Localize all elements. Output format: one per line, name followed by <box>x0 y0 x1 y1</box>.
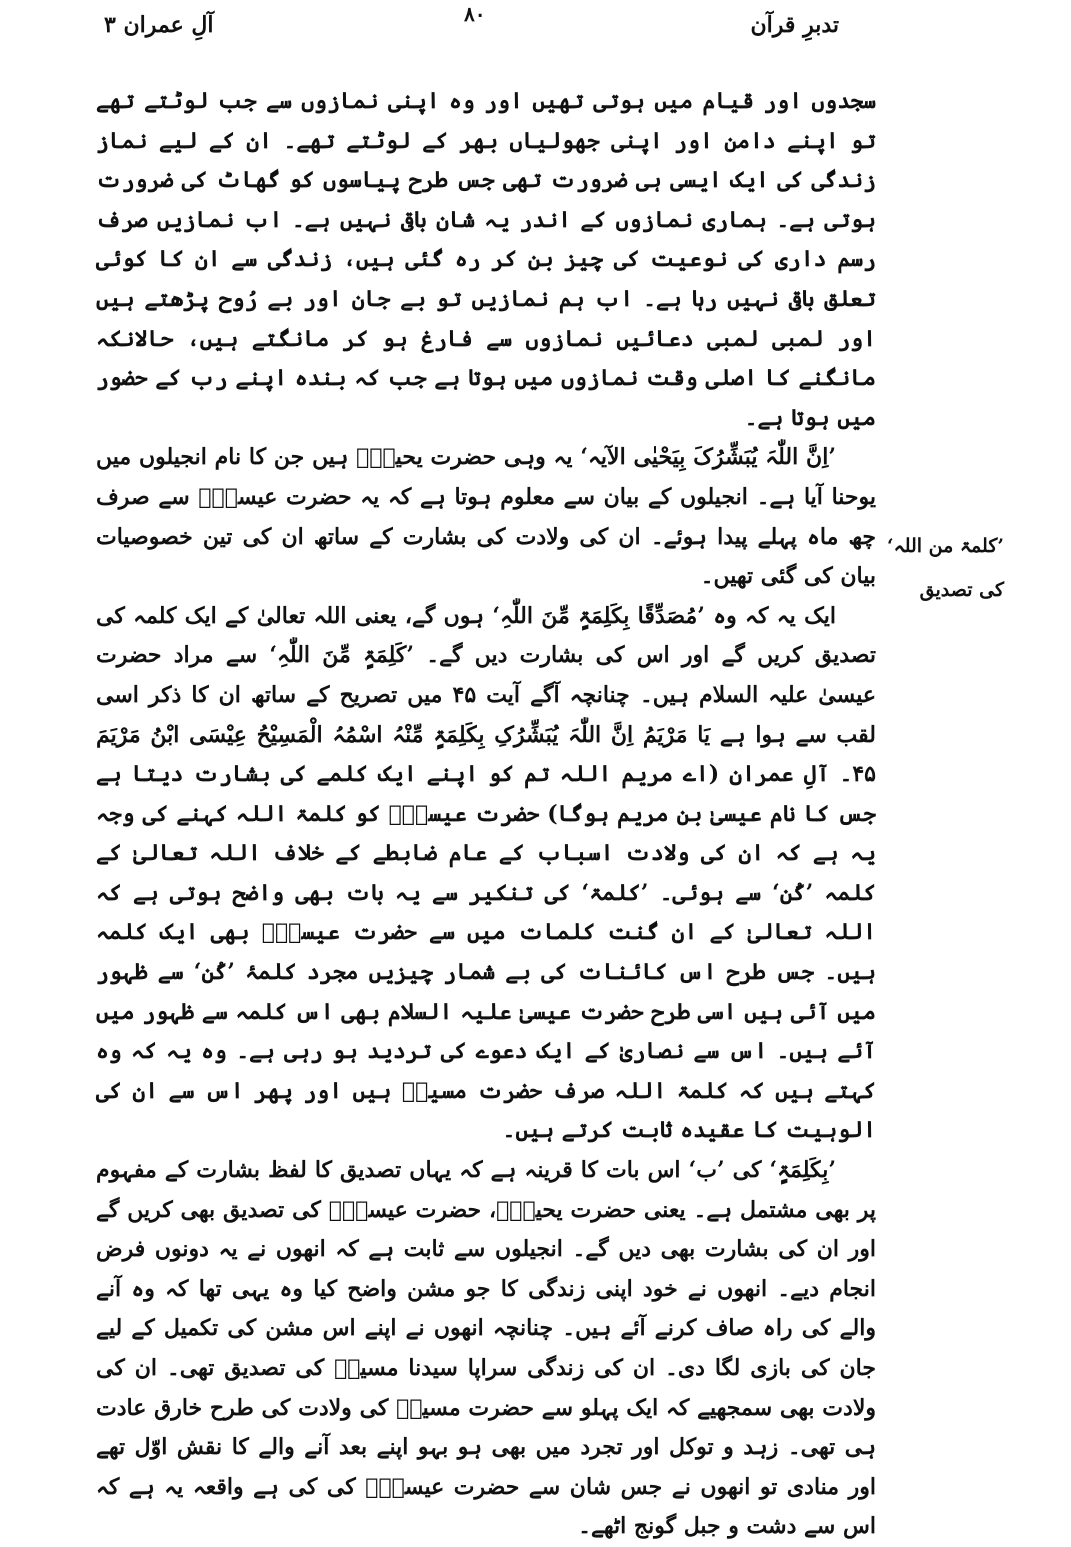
paragraph: سجدوں اور قیام میں ہوتی تھیں اور وہ اپنی نمازوں سے جب لوٹتے تھے تو اپنے دامن اور اپنی جھولیاں بھر کے لوٹتے تھے۔ ان کے لیے نماز زندگی کی ایک ایسی ہی ضرورت تھی جس طرح پیاسوں کو گھاٹ کی ضرورت ہوتی ہے۔ ہماری نمازوں کے اندر یہ شان باقی نہیں ہے۔ اب نمازیں صرف رسم داری کی نوعیت کی چیز بن کر رہ گئی ہیں، زندگی سے ان کا کوئی تعلق باقی نہیں رہا ہے۔ اب ہم نمازیں تو بے جان اور بے رُوح پڑھتے ہیں اور لمبی لمبی دعائیں نمازوں سے فارغ ہو کر مانگتے ہیں، حالانکہ مانگنے کا اصلی وقت نمازوں میں ہوتا ہے جب کہ بندہ اپنے رب کے حضور میں ہوتا ہے۔ <box>96 88 876 431</box>
page-number: ۸۰ <box>464 2 486 26</box>
margin-note-line: کی تصدیق <box>919 579 1004 601</box>
margin-note-line: ’کلمۃ من اللہ‘ <box>886 535 1004 557</box>
margin-note <box>884 524 1004 612</box>
paragraph: ’اِنَّ اللّٰہَ یُبَشِّرُکَ بِیَحْیٰی الآیہ‘ یہ وہی حضرت یحییٰؑ ہیں جن کا نام انجیلوں میں یوحنا آیا ہے۔ انجیلوں کے بیان سے معلوم ہوتا ہے کہ یہ حضرت عیسیٰؑ سے صرف چھ ماہ پہلے پیدا ہوئے۔ ان کی ولادت کی بشارت کے ساتھ ان کی تین خصوصیات بیان کی گئی تھیں۔ <box>96 444 876 590</box>
paragraph: ’بِکَلِمَۃٍ‘ کی ’ب‘ اس بات کا قرینہ ہے کہ یہاں تصدیق کا لفظ بشارت کے مفہوم پر بھی مشتمل ہے۔ یعنی حضرت یحییٰؑ، حضرت عیسیٰؑ کی تصدیق بھی کریں گے اور ان کی بشارت بھی دیں گے۔ انجیلوں سے ثابت ہے کہ انھوں نے یہ دونوں فرض انجام دیے۔ انھوں نے خود اپنی زندگی کا جو مشن واضح کیا وہ یہی تھا کہ وہ آنے والے کی راہ صاف کرنے آئے ہیں۔ چنانچہ انھوں نے اپنے اس مشن کی تکمیل کے لیے جان کی بازی لگا دی۔ ان کی زندگی سراپا سیدنا مسیحؑ کی تصدیق تھی۔ ان کی ولادت بھی سمجھیے کہ ایک پہلو سے حضرت مسیحؑ کی ولادت کی طرح خارق عادت ہی تھی۔ زہد و توکل اور تجرد میں بھی ہو بہو اپنے بعد آنے والے کا نقش اوّل تھے اور منادی تو انھوں نے جس شان سے حضرت عیسیٰؑ کی کی ہے واقعہ یہ ہے کہ اس سے دشت و جبل گونج اٹھے۔ <box>96 1157 876 1540</box>
book-title: تدبرِ قرآن <box>750 12 839 38</box>
main-text <box>96 82 876 1547</box>
surah-label: آلِ عمران ۳ <box>104 12 214 38</box>
paragraph: ایک یہ کہ وہ ’مُصَدِّقًا بِکَلِمَۃٍ مِّنَ اللّٰہِ‘ ہوں گے، یعنی اللہ تعالیٰ کے ایک کلمہ کی تصدیق کریں گے اور اس کی بشارت دیں گے۔ ’کَلِمَۃٍ مِّنَ اللّٰہِ‘ سے مراد حضرت عیسیٰ علیہ السلام ہیں۔ چنانچہ آگے آیت ۴۵ میں تصریح کے ساتھ ان کا ذکر اسی لقب سے ہوا ہے یَا مَرْیَمُ اِنَّ اللّٰہَ یُبَشِّرُکِ بِکَلِمَۃٍ مِّنْہُ اسْمُہُ الْمَسِیْحُ عِیْسَی ابْنُ مَرْیَمَ ۴۵۔ آلِ عمران (اے مریم اللہ تم کو اپنے ایک کلمے کی بشارت دیتا ہے جس کا نام عیسیٰ بن مریم ہوگا) حضرت عیسیٰؑ کو کلمۃ اللہ کہنے کی وجہ یہ ہے کہ ان کی ولادت اسباب کے عام ضابطے کے خلاف اللہ تعالیٰ کے کلمہ ’کُن‘ سے ہوئی۔ ’کلمۃ‘ کی تنکیر سے یہ بات بھی واضح ہوتی ہے کہ اللہ تعالیٰ کے ان گنت کلمات میں سے حضرت عیسیٰؑ بھی ایک کلمہ ہیں۔ جس طرح اس کائنات کی بے شمار چیزیں مجرد کلمۂ ’کُن‘ سے ظہور میں آئی ہیں اسی طرح حضرت عیسیٰ علیہ السلام بھی اس کلمہ سے ظہور میں آئے ہیں۔ اس سے نصاریٰ کے ایک دعوے کی تردید ہو رہی ہے۔ وہ یہ کہ وہ کہتے ہیں کہ کلمۃ اللہ صرف حضرت مسیحؑ ہیں اور پھر اس سے ان کی الوہیت کا عقیدہ ثابت کرتے ہیں۔ <box>96 602 877 1144</box>
